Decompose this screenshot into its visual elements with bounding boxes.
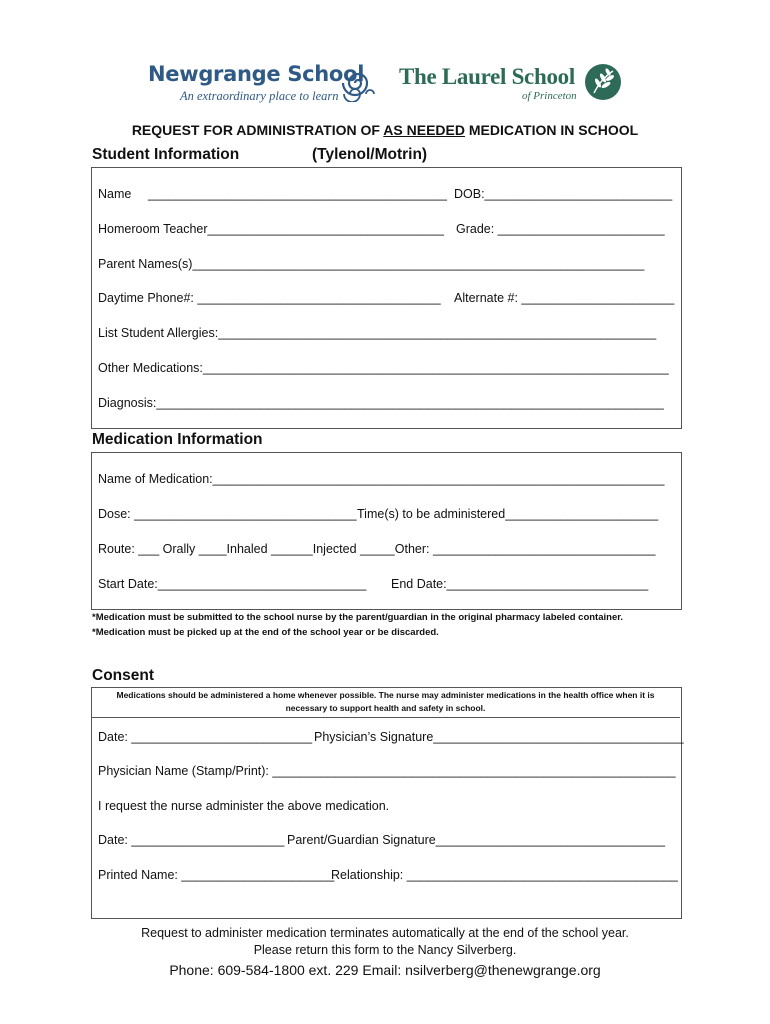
title-underlined: AS NEEDED xyxy=(383,122,465,138)
medication-note-1: *Medication must be submitted to the school nurse by the parent/guardian in the original pharmacy labeled container. xyxy=(92,612,624,623)
administration-times-field[interactable]: Time(s) to be administered______________________ xyxy=(357,507,659,521)
footer-line-2: Please return this form to the Nancy Silverberg. xyxy=(253,943,517,957)
dob-field[interactable]: DOB:___________________________ xyxy=(454,187,673,201)
dose-field[interactable]: Dose: ________________________________ xyxy=(98,507,357,521)
footer-line-1: Request to administer medication terminates automatically at the end of the school year. xyxy=(141,926,629,940)
consent-heading: Consent xyxy=(92,667,154,684)
diagnosis-field[interactable]: Diagnosis:_________________________________________________________________________ xyxy=(98,396,664,410)
footer-contact: Phone: 609-584-1800 ext. 229 Email: nsilverberg@thenewgrange.org xyxy=(169,962,601,978)
consent-notice-line-2: necessary to support health and safety in school. xyxy=(285,703,486,713)
allergies-field[interactable]: List Student Allergies:_______________________________________________________________ xyxy=(98,326,657,340)
daytime-phone-field[interactable]: Daytime Phone#: ___________________________________ xyxy=(98,291,441,305)
title-text-2: MEDICATION IN SCHOOL xyxy=(464,122,639,138)
physician-signature-field[interactable]: Physician’s Signature____________________________________ xyxy=(314,730,684,744)
newgrange-logo-tagline: An extraordinary place to learn xyxy=(180,89,339,103)
relationship-field[interactable]: Relationship: _______________________________________ xyxy=(331,868,678,882)
laurel-logo-tagline: of Princeton xyxy=(522,90,577,102)
parent-signature-field[interactable]: Parent/Guardian Signature_________________________________ xyxy=(287,833,666,847)
consent-request-text: I request the nurse administer the above medication. xyxy=(98,799,390,813)
alternate-phone-field[interactable]: Alternate #: ______________________ xyxy=(454,291,675,305)
start-date-field[interactable]: Start Date:______________________________ xyxy=(98,577,367,591)
form-subtitle: (Tylenol/Motrin) xyxy=(312,146,428,163)
name-field[interactable]: ___________________________________________ xyxy=(148,187,447,201)
name-label: Name xyxy=(98,187,132,201)
route-field[interactable]: Route: ___ Orally ____Inhaled ______Injected _____Other: ________________________________ xyxy=(98,542,656,556)
grade-field[interactable]: Grade: ________________________ xyxy=(456,222,665,236)
physician-name-field[interactable]: Physician Name (Stamp/Print): __________________________________________________________ xyxy=(98,764,676,778)
other-medications-field[interactable]: Other Medications:___________________________________________________________________ xyxy=(98,361,669,375)
parent-names-field[interactable]: Parent Names(s)_________________________________________________________________ xyxy=(98,257,645,271)
title-text-1: REQUEST FOR ADMINISTRATION OF xyxy=(131,122,384,138)
form-title xyxy=(0,122,770,138)
medication-note-2: *Medication must be picked up at the end of the school year or be discarded. xyxy=(92,627,439,638)
laurel-leaf-logo-icon xyxy=(584,63,622,101)
medication-info-heading: Medication Information xyxy=(92,431,263,448)
consent-divider xyxy=(91,717,680,718)
newgrange-logo-name: Newgrange School xyxy=(148,62,365,86)
parent-date-field[interactable]: Date: ______________________ xyxy=(98,833,285,847)
physician-date-field[interactable]: Date: __________________________ xyxy=(98,730,313,744)
consent-notice-line-1: Medications should be administered a home whenever possible. The nurse may administer medications in the health office when it is xyxy=(116,690,655,700)
printed-name-field[interactable]: Printed Name: ______________________ xyxy=(98,868,335,882)
end-date-field[interactable]: End Date:_____________________________ xyxy=(391,577,649,591)
laurel-logo-name: The Laurel School xyxy=(399,64,575,89)
homeroom-teacher-field[interactable]: Homeroom Teacher__________________________________ xyxy=(98,222,444,236)
student-info-heading: Student Information xyxy=(92,146,240,163)
medication-name-field[interactable]: Name of Medication:_________________________________________________________________ xyxy=(98,472,665,486)
newgrange-spiral-logo-icon xyxy=(341,64,375,102)
